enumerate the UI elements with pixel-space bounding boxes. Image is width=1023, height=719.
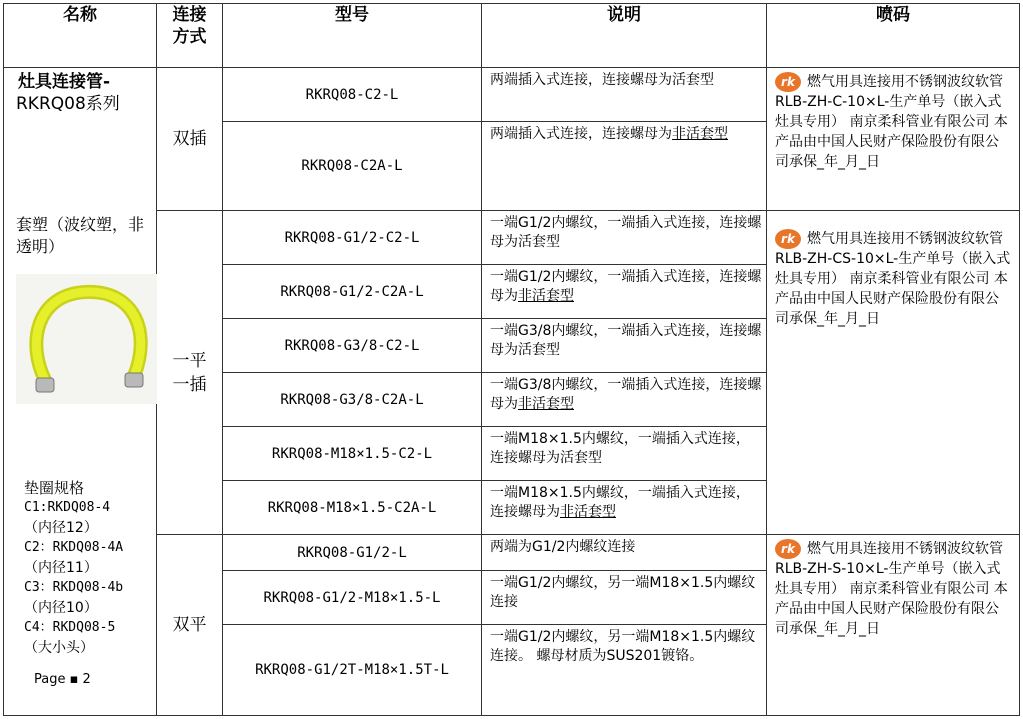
model-cell: RKRQ08-G1/2T-M18×1.5T-L	[223, 625, 482, 716]
spray-code-text: 燃气用具连接用不锈钢波纹软管 RLB-ZH-S-10×L-生产单号（嵌入式灶具专用） 南京柔科管业有限公司 本产品由中国人民财产保险股份有限公司承保_年_月_日	[775, 541, 1008, 637]
model-cell: RKRQ08-M18×1.5-C2-L	[223, 427, 482, 481]
description-cell	[482, 571, 767, 625]
header-connection-text: 连接方式	[172, 5, 207, 47]
product-series: RKRQ08系列	[16, 94, 120, 114]
model-cell: RKRQ08-C2-L	[223, 68, 482, 122]
description-cell	[482, 535, 767, 571]
description-cell	[482, 481, 767, 535]
description-underlined: 非活套型	[518, 396, 574, 412]
gasket-inner: （内径10）	[24, 600, 98, 616]
gasket-code: C3：RKDQ08-4b	[24, 580, 124, 595]
description-cell	[482, 122, 767, 211]
description-text: 两端插入式连接，连接螺母为	[490, 126, 672, 142]
model-cell: RKRQ08-M18×1.5-C2A-L	[223, 481, 482, 535]
header-spray-code: 喷码	[767, 4, 1020, 68]
description-text: 一端G1/2内螺纹，一端插入式连接，连接螺母为	[490, 269, 762, 304]
spray-code-text: 燃气用具连接用不锈钢波纹软管 RLB-ZH-C-10×L-生产单号（嵌入式灶具专用） 南京柔科管业有限公司 本产品由中国人民财产保险股份有限公司承保_年_月_日	[775, 74, 1008, 170]
description-text: 一端G1/2内螺纹，另一端M18×1.5内螺纹连接。 螺母材质为SUS201镀铬。	[490, 629, 756, 664]
description-text: 一端G3/8内螺纹，一端插入式连接，连接螺母为活套型	[490, 323, 762, 358]
gasket-inner: （大小头）	[24, 640, 94, 656]
product-spec-table	[3, 3, 1020, 716]
header-model: 型号	[223, 4, 482, 68]
spray-code-text: 燃气用具连接用不锈钢波纹软管 RLB-ZH-CS-10×L-生产单号（嵌入式灶具专用） 南京柔科管业有限公司 本产品由中国人民财产保险股份有限公司承保_年_月_日	[775, 231, 1011, 327]
model-cell: RKRQ08-G1/2-M18×1.5-L	[223, 571, 482, 625]
description-underlined: 非活套型	[672, 126, 728, 142]
gasket-title: 垫圈规格	[24, 479, 85, 497]
model-cell: RKRQ08-G1/2-C2-L	[223, 211, 482, 265]
gasket-spec	[24, 478, 123, 658]
product-name-cell	[4, 68, 157, 716]
gasket-inner: （内径12）	[24, 520, 98, 536]
description-text: 一端M18×1.5内螺纹，一端插入式连接，连接螺母为活套型	[490, 431, 750, 466]
header-connection	[157, 4, 223, 68]
connection-label: 双插	[172, 129, 207, 149]
header-name: 名称	[4, 4, 157, 68]
product-title: 灶具连接管-	[18, 72, 111, 92]
description-cell	[482, 211, 767, 265]
model-cell: RKRQ08-G3/8-C2A-L	[223, 373, 482, 427]
model-cell: RKRQ08-G1/2-C2A-L	[223, 265, 482, 319]
description-cell	[482, 373, 767, 427]
rouke-logo-icon: rk	[775, 229, 801, 249]
model-cell: RKRQ08-G3/8-C2-L	[223, 319, 482, 373]
gasket-code: C4：RKDQ08-5	[24, 620, 116, 635]
gasket-inner: （内径11）	[24, 560, 98, 576]
connection-label: 一插	[172, 374, 207, 395]
description-text: 一端G3/8内螺纹，一端插入式连接，连接螺母为	[490, 377, 762, 412]
description-text: 两端插入式连接，连接螺母为活套型	[490, 72, 714, 88]
rouke-logo-icon: rk	[775, 72, 801, 92]
model-cell: RKRQ08-G1/2-L	[223, 535, 482, 571]
description-text: 两端为G1/2内螺纹连接	[490, 539, 636, 555]
description-text: 一端G1/2内螺纹，一端插入式连接，连接螺母为活套型	[490, 215, 762, 250]
description-text: 一端G1/2内螺纹，另一端M18×1.5内螺纹连接	[490, 575, 756, 610]
product-material: 套塑（波纹塑，非透明）	[16, 215, 145, 256]
description-cell	[482, 625, 767, 716]
description-cell	[482, 427, 767, 481]
connection-cell	[157, 211, 223, 535]
connection-cell	[157, 535, 223, 716]
gasket-code: C1:RKDQ08-4	[24, 500, 111, 515]
spray-code-cell	[767, 535, 1020, 716]
table-row	[4, 68, 1020, 122]
model-cell: RKRQ08-C2A-L	[223, 122, 482, 211]
connection-label: 一平	[172, 350, 207, 371]
description-cell	[482, 319, 767, 373]
description-underlined: 非活套型	[518, 288, 574, 304]
connection-label: 双平	[172, 615, 207, 635]
header-description: 说明	[482, 4, 767, 68]
spray-code-cell	[767, 211, 1020, 535]
header-row	[4, 4, 1020, 68]
rouke-logo-icon: rk	[775, 539, 801, 559]
description-cell	[482, 265, 767, 319]
spray-code-cell	[767, 68, 1020, 211]
description-underlined: 非活套型	[560, 504, 616, 520]
hose-image	[16, 274, 157, 404]
description-cell	[482, 68, 767, 122]
connection-cell	[157, 68, 223, 211]
page-number: Page ▪ 2	[34, 672, 91, 687]
gasket-code: C2：RKDQ08-4A	[24, 540, 124, 555]
description-text: 一端M18×1.5内螺纹，一端插入式连接，连接螺母为	[490, 485, 750, 520]
